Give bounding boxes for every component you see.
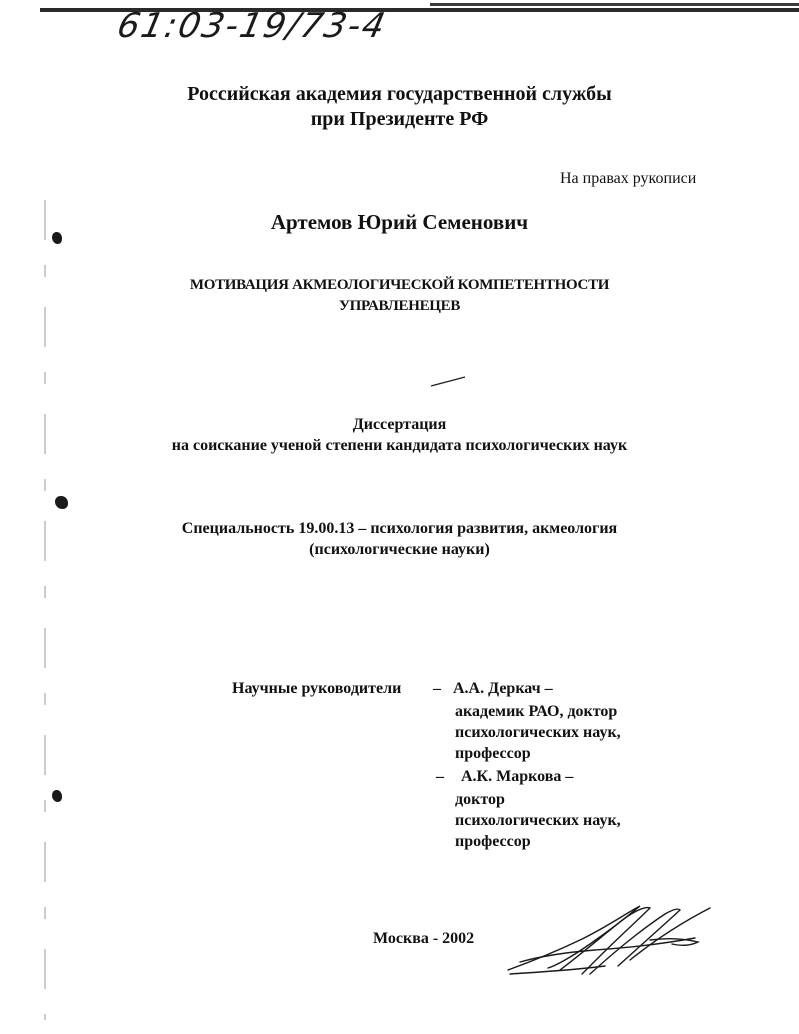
supervisor-2-name: А.К. Маркова – — [461, 768, 574, 785]
place-and-year: Москва - 2002 — [373, 930, 475, 947]
dissertation-line-1: Диссертация — [352, 416, 447, 433]
dissertation-line-2: на соискание ученой степени кандидата психологических наук — [171, 437, 628, 454]
supervisor-1-credentials — [455, 701, 621, 764]
rights-note: На правах рукописи — [560, 170, 697, 187]
binding-hole-mark — [52, 790, 62, 802]
organization-name — [0, 82, 799, 132]
handwritten-dash-mark — [430, 376, 466, 388]
supervisor-2-credential-line: психологических наук, — [455, 812, 621, 829]
title-line-1: МОТИВАЦИЯ АКМЕОЛОГИЧЕСКОЙ КОМПЕТЕНТНОСТИ — [189, 277, 610, 293]
handwritten-signature — [500, 900, 715, 985]
specialty-line-1: Специальность 19.00.13 – психология развития, акмеология — [181, 520, 618, 537]
organization-line-1: Российская академия государственной службы — [187, 83, 612, 105]
supervisors-label: Научные руководители — [232, 680, 402, 697]
supervisor-1-credential-line: академик РАО, доктор — [455, 703, 618, 720]
supervisor-2-credentials — [455, 789, 621, 852]
title-line-2: УПРАВЛЕНЕЦЕВ — [338, 298, 461, 314]
organization-line-2: при Президенте РФ — [310, 108, 489, 130]
supervisor-2-credential-line: профессор — [455, 833, 531, 850]
supervisor-1-name: А.А. Деркач – — [453, 680, 553, 697]
dissertation-type — [0, 414, 799, 456]
supervisor-2-dash: – — [436, 768, 444, 785]
scan-edge-rule-secondary — [430, 3, 799, 6]
specialty-line-2: (психологические науки) — [309, 541, 490, 558]
author-name: Артемов Юрий Семенович — [270, 210, 529, 234]
supervisor-1-credential-line: профессор — [455, 745, 531, 762]
binding-hole-mark — [55, 496, 68, 509]
supervisor-1-credential-line: психологических наук, — [455, 724, 621, 741]
supervisor-2-credential-line: доктор — [455, 791, 505, 808]
dissertation-title — [0, 275, 799, 317]
specialty — [0, 518, 799, 560]
handwritten-archive-code: 61:03-19/73-4 — [113, 6, 391, 46]
supervisor-1-dash: – — [433, 680, 441, 697]
binding-line — [44, 200, 46, 1020]
